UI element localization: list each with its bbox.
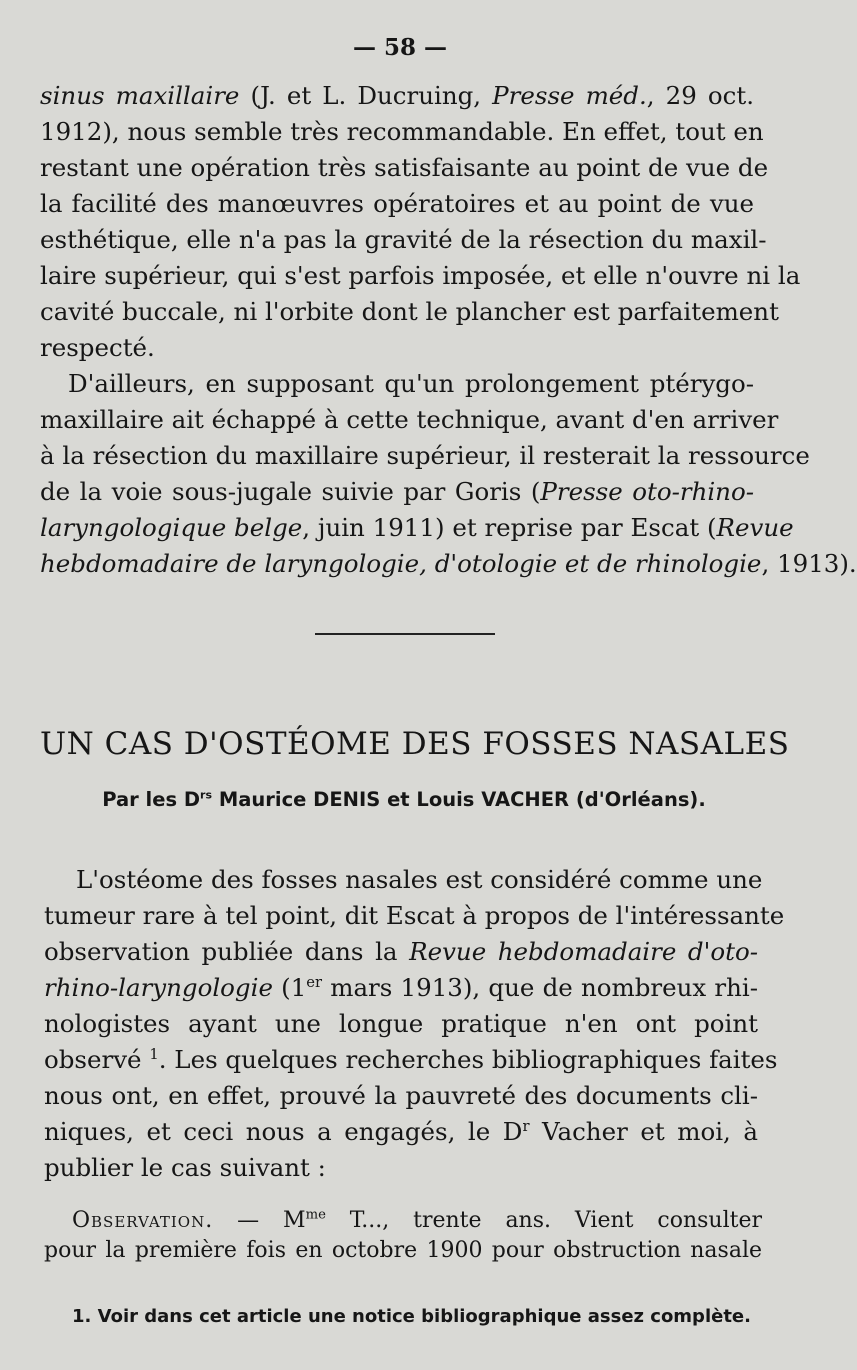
text-line: esthétique, elle n'a pas la gravité de la résection du maxil- xyxy=(40,225,767,254)
text-line: tumeur rare à tel point, dit Escat à propos de l'intéressante xyxy=(44,901,785,930)
text-line: à la résection du maxillaire supérieur, il resterait la ressource xyxy=(40,441,810,470)
text-line: rhino-laryngologie (1er mars 1913), que de nombreux rhi- xyxy=(44,973,758,1002)
footnote: 1. Voir dans cet article une notice bibliographique assez complète. xyxy=(72,1306,751,1327)
text-line: observation publiée dans la Revue hebdomadaire d'oto- xyxy=(44,937,758,966)
page-number: — 58 — xyxy=(352,34,448,61)
observation-label: Observation. xyxy=(72,1208,214,1233)
paragraph-sinus-maxillaire xyxy=(40,78,801,366)
text-line: laryngologique belge, juin 1911) et reprise par Escat (Revue xyxy=(40,513,794,542)
text-line: la facilité des manœuvres opératoires et au point de vue xyxy=(40,189,754,218)
text-line: L'ostéome des fosses nasales est considéré comme une xyxy=(76,865,763,894)
text-line: maxillaire ait échappé à cette technique, avant d'en arriver xyxy=(40,405,779,434)
paragraph-dailleurs xyxy=(40,366,857,582)
footnote-ref: 1 xyxy=(149,1045,159,1063)
text-line: observé $^1$. Les quelques recherches bibliographiques faites xyxy=(44,1045,778,1074)
section-divider xyxy=(315,633,495,635)
text-line: 1912), nous semble très recommandable. En effet, tout en xyxy=(40,117,764,146)
text-line: nous ont, en effet, prouvé la pauvreté des documents cli- xyxy=(44,1081,758,1110)
text-line: publier le cas suivant : xyxy=(44,1153,326,1182)
text-line: D'ailleurs, en supposant qu'un prolongement ptérygo- xyxy=(68,369,754,398)
text-line: respecté. xyxy=(40,333,155,362)
article-title: UN CAS D'OSTÉOME DES FOSSES NASALES xyxy=(40,726,790,762)
text-line: niques, et ceci nous a engagés, le $D^r$ Vacher et moi, à xyxy=(44,1117,758,1146)
text-line: de la voie sous-jugale suivie par Goris (Presse oto-rhino- xyxy=(40,477,754,506)
text-line: restant une opération très satisfaisante au point de vue de xyxy=(40,153,769,182)
text-line: laire supérieur, qui s'est parfois imposée, et elle n'ouvre ni la xyxy=(40,261,801,290)
byline: Par les $D^{rs}$ Maurice DENIS et Louis VACHER (d'Orléans). xyxy=(102,788,706,811)
text-line: hebdomadaire de laryngologie, d'otologie et de rhinologie, 1913). xyxy=(40,549,857,578)
text-line: Observation. — $M^{me}$ T..., trente ans. Vient consulter xyxy=(72,1207,763,1233)
text-line: pour la première fois en octobre 1900 pour obstruction nasale xyxy=(44,1238,762,1263)
text-line: nologistes ayant une longue pratique n'en ont point xyxy=(44,1009,758,1038)
text-line: sinus maxillaire (J. et L. Ducruing, Presse méd., 29 oct. xyxy=(40,81,754,110)
text-line: cavité buccale, ni l'orbite dont le plancher est parfaitement xyxy=(40,297,779,326)
paragraph-osteome xyxy=(44,862,785,1186)
paragraph-observation xyxy=(44,1206,762,1266)
